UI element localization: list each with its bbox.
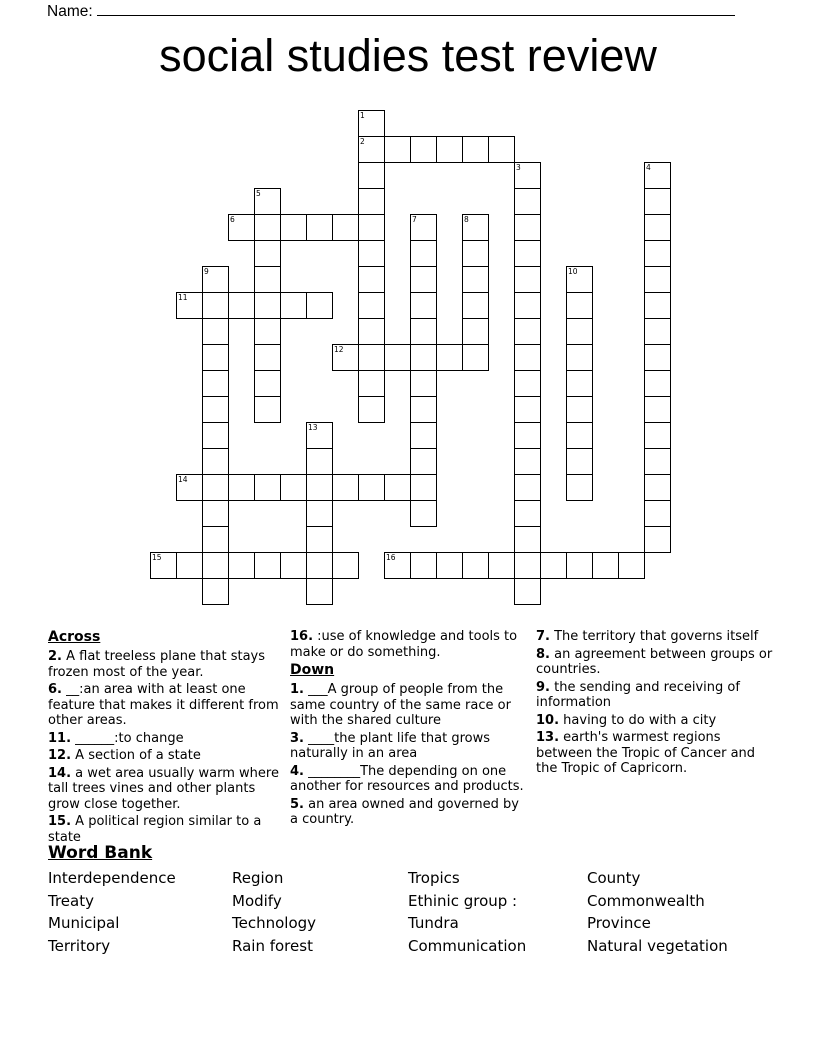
clue-item: 1. ___A group of people from the same country of the same race or with the shared culture <box>290 682 511 728</box>
clue-number: 11. <box>48 730 72 746</box>
cell-number: 2 <box>360 137 365 146</box>
crossword-cell[interactable] <box>306 526 333 553</box>
word-bank-item: Region <box>232 869 284 887</box>
crossword-cell[interactable] <box>566 318 593 345</box>
crossword-cell[interactable] <box>202 578 229 605</box>
name-label: Name: <box>47 3 93 20</box>
clue-item: 15. A political region similar to a state <box>48 814 262 845</box>
crossword-cell[interactable] <box>358 162 385 189</box>
crossword-cell[interactable] <box>384 552 411 579</box>
clue-number: 2. <box>48 649 62 664</box>
crossword-cell[interactable] <box>566 552 593 579</box>
crossword-cell[interactable] <box>358 370 385 397</box>
word-bank-item: Communication <box>408 936 527 955</box>
word-bank-item: Tropics <box>408 869 460 887</box>
crossword-cell[interactable] <box>462 318 489 345</box>
crossword-cell[interactable] <box>202 396 229 423</box>
crossword-cell[interactable] <box>514 422 541 449</box>
crossword-cell[interactable] <box>332 474 359 501</box>
crossword-cell[interactable] <box>592 552 619 579</box>
crossword-cell[interactable] <box>644 266 671 293</box>
crossword-cell[interactable] <box>358 318 385 345</box>
crossword-cell[interactable] <box>514 500 541 527</box>
clue-number: 13. <box>536 730 560 745</box>
crossword-cell[interactable] <box>202 318 229 345</box>
cell-number: 8 <box>464 215 469 224</box>
clue-section-header: Down <box>290 662 335 678</box>
crossword-cell[interactable] <box>462 266 489 293</box>
crossword-cell[interactable] <box>254 474 281 501</box>
crossword-cell[interactable] <box>514 344 541 371</box>
crossword-cell[interactable] <box>488 136 515 163</box>
crossword-cell[interactable] <box>644 240 671 267</box>
word-bank-item: Municipal <box>48 914 120 933</box>
crossword-cell[interactable] <box>644 162 671 189</box>
clue-item: 10. having to do with a city <box>536 712 717 728</box>
clue-section-header: Across <box>48 629 101 645</box>
crossword-cell[interactable] <box>462 552 489 579</box>
crossword-cell[interactable] <box>306 500 333 527</box>
crossword-cell[interactable] <box>332 552 359 579</box>
crossword-cell[interactable] <box>176 474 203 501</box>
clue-item: 5. an area owned and governed by a country. <box>290 796 519 827</box>
crossword-cell[interactable] <box>436 552 463 579</box>
crossword-cell[interactable] <box>202 526 229 553</box>
crossword-cell[interactable] <box>150 552 177 579</box>
crossword-cell[interactable] <box>514 552 541 579</box>
cell-number: 9 <box>204 267 209 276</box>
crossword-cell[interactable] <box>514 474 541 501</box>
crossword-cell[interactable] <box>410 318 437 345</box>
crossword-cell[interactable] <box>462 344 489 371</box>
crossword-cell[interactable] <box>644 474 671 501</box>
clue-column <box>290 629 526 847</box>
crossword-cell[interactable] <box>644 396 671 423</box>
crossword-cell[interactable] <box>410 474 437 501</box>
crossword-cell[interactable] <box>462 292 489 319</box>
crossword-cell[interactable] <box>202 552 229 579</box>
clue-item: 9. the sending and receiving of information <box>536 679 740 710</box>
crossword-cell[interactable] <box>254 370 281 397</box>
clue-number: 16. <box>290 629 314 644</box>
clue-item: 13. earth's warmest regions between the Tropic of Cancer and the Tropic of Capricorn. <box>536 730 756 776</box>
crossword-cell[interactable] <box>228 552 255 579</box>
crossword-cell[interactable] <box>410 292 437 319</box>
cell-number: 7 <box>412 215 417 224</box>
crossword-cell[interactable] <box>514 266 541 293</box>
name-blank-line[interactable] <box>97 1 735 16</box>
clue-number: 15. <box>48 814 72 829</box>
crossword-cell[interactable] <box>202 474 229 501</box>
crossword-cell[interactable] <box>462 214 489 241</box>
crossword-cell[interactable] <box>358 344 385 371</box>
clue-column <box>48 629 280 847</box>
crossword-cell[interactable] <box>644 214 671 241</box>
crossword-cell[interactable] <box>410 214 437 241</box>
crossword-cell[interactable] <box>410 344 437 371</box>
crossword-cell[interactable] <box>384 136 411 163</box>
crossword-cell[interactable] <box>306 448 333 475</box>
crossword-cell[interactable] <box>228 474 255 501</box>
clue-item: 16. :use of knowledge and tools to make or do something. <box>290 629 518 660</box>
crossword-cell[interactable] <box>410 396 437 423</box>
crossword-cell[interactable] <box>358 396 385 423</box>
clue-item: 11. ______:to change <box>48 730 184 746</box>
clue-number: 4. <box>290 763 304 779</box>
crossword-cell[interactable] <box>410 136 437 163</box>
clue-item: 6. __:an area with at least one feature that makes it different from other areas. <box>48 682 279 728</box>
word-bank-item: Ethinic group : <box>408 891 518 910</box>
cell-number: 14 <box>178 475 188 484</box>
crossword-cell[interactable] <box>254 292 281 319</box>
crossword-cell[interactable] <box>306 422 333 449</box>
crossword-cell[interactable] <box>358 188 385 215</box>
crossword-cell[interactable] <box>176 552 203 579</box>
crossword-cell[interactable] <box>358 214 385 241</box>
crossword-cell[interactable] <box>514 162 541 189</box>
word-bank-item: Modify <box>232 891 282 910</box>
crossword-cell[interactable] <box>358 240 385 267</box>
crossword-cell[interactable] <box>566 396 593 423</box>
crossword-cell[interactable] <box>462 136 489 163</box>
cell-number: 13 <box>308 423 318 432</box>
crossword-cell[interactable] <box>410 422 437 449</box>
crossword-cell[interactable] <box>202 292 229 319</box>
crossword-cell[interactable] <box>280 474 307 501</box>
name-row <box>47 1 747 21</box>
crossword-cell[interactable] <box>644 188 671 215</box>
crossword-cell[interactable] <box>202 266 229 293</box>
crossword-cell[interactable] <box>254 266 281 293</box>
cell-number: 11 <box>178 293 188 302</box>
word-bank-item: Treaty <box>48 891 94 910</box>
crossword-cell[interactable] <box>462 240 489 267</box>
word-bank-item: Interdependence <box>48 869 176 887</box>
crossword-cell[interactable] <box>332 214 359 241</box>
crossword-cell[interactable] <box>514 578 541 605</box>
clues-section <box>48 629 778 847</box>
crossword-cell[interactable] <box>280 292 307 319</box>
clue-number: 3. <box>290 730 304 746</box>
crossword-cell[interactable] <box>436 136 463 163</box>
crossword-cell[interactable] <box>644 292 671 319</box>
crossword-cell[interactable] <box>332 344 359 371</box>
crossword-cell[interactable] <box>254 344 281 371</box>
word-bank-item: County <box>587 869 641 887</box>
clue-item: 2. A flat treeless plane that stays frozen most of the year. <box>48 649 266 680</box>
crossword-cell[interactable] <box>202 344 229 371</box>
crossword-cell[interactable] <box>306 578 333 605</box>
clue-number: 5. <box>290 796 304 812</box>
clue-item: 14. a wet area usually warm where tall trees vines and other plants grow close together. <box>48 765 279 812</box>
clue-item: 12. A section of a state <box>48 748 201 763</box>
crossword-cell[interactable] <box>254 552 281 579</box>
crossword-cell[interactable] <box>202 422 229 449</box>
word-bank-item: Tundra <box>408 914 459 933</box>
crossword-cell[interactable] <box>384 474 411 501</box>
crossword-cell[interactable] <box>410 500 437 527</box>
clue-item: 7. The territory that governs itself <box>536 629 759 644</box>
crossword-cell[interactable] <box>306 474 333 501</box>
crossword-cell[interactable] <box>358 292 385 319</box>
clue-number: 6. <box>48 682 62 697</box>
word-bank-header: Word Bank <box>48 843 153 863</box>
cell-number: 16 <box>386 553 396 562</box>
crossword-cell[interactable] <box>410 240 437 267</box>
cell-number: 3 <box>516 163 521 172</box>
crossword-cell[interactable] <box>514 240 541 267</box>
crossword-cell[interactable] <box>618 552 645 579</box>
crossword-cell[interactable] <box>410 266 437 293</box>
cell-number: 12 <box>334 345 344 354</box>
crossword-cell[interactable] <box>644 448 671 475</box>
crossword-cell[interactable] <box>306 292 333 319</box>
crossword-cell[interactable] <box>644 370 671 397</box>
crossword-cell[interactable] <box>514 526 541 553</box>
crossword-cell[interactable] <box>254 240 281 267</box>
crossword-cell[interactable] <box>644 344 671 371</box>
crossword-cell[interactable] <box>514 370 541 397</box>
word-bank-item: Rain forest <box>232 936 313 955</box>
clue-number: 8. <box>536 646 550 662</box>
cell-number: 1 <box>360 111 365 120</box>
crossword-cell[interactable] <box>202 448 229 475</box>
crossword-cell[interactable] <box>514 448 541 475</box>
crossword-cell[interactable] <box>358 474 385 501</box>
cell-number: 4 <box>646 163 651 172</box>
crossword-cell[interactable] <box>228 292 255 319</box>
crossword-cell[interactable] <box>410 370 437 397</box>
crossword-cell[interactable] <box>644 422 671 449</box>
crossword-cell[interactable] <box>514 396 541 423</box>
crossword-cell[interactable] <box>202 500 229 527</box>
crossword-cell[interactable] <box>228 214 255 241</box>
crossword-cell[interactable] <box>254 396 281 423</box>
crossword-cell[interactable] <box>488 552 515 579</box>
cell-number: 10 <box>568 267 578 276</box>
crossword-cell[interactable] <box>644 318 671 345</box>
crossword-cell[interactable] <box>514 292 541 319</box>
crossword-cell[interactable] <box>644 526 671 553</box>
clue-item: 3. ____the plant life that grows naturally in an area <box>290 730 491 761</box>
crossword-cell[interactable] <box>436 344 463 371</box>
clue-column <box>536 629 776 847</box>
crossword-cell[interactable] <box>514 188 541 215</box>
crossword-cell[interactable] <box>306 214 333 241</box>
word-bank-item: Commonwealth <box>587 891 705 910</box>
cell-number: 6 <box>230 215 235 224</box>
crossword-cell[interactable] <box>410 448 437 475</box>
crossword-cell[interactable] <box>566 422 593 449</box>
clue-item: 8. an agreement between groups or countries. <box>536 646 773 677</box>
crossword-cell[interactable] <box>514 318 541 345</box>
crossword-cell[interactable] <box>280 552 307 579</box>
clue-number: 7. <box>536 629 550 644</box>
crossword-cell[interactable] <box>540 552 567 579</box>
clue-number: 1. <box>290 682 304 697</box>
cell-number: 15 <box>152 553 162 562</box>
word-bank-list <box>48 869 780 959</box>
crossword-cell[interactable] <box>384 344 411 371</box>
crossword-cell[interactable] <box>176 292 203 319</box>
crossword-cell[interactable] <box>306 552 333 579</box>
crossword-cell[interactable] <box>254 318 281 345</box>
crossword-cell[interactable] <box>566 344 593 371</box>
clue-item: 4. ________The depending on one another for resources and products. <box>290 763 524 794</box>
crossword-cell[interactable] <box>358 266 385 293</box>
cell-number: 5 <box>256 189 261 198</box>
crossword-cell[interactable] <box>514 214 541 241</box>
clue-number: 9. <box>536 679 550 695</box>
crossword-cell[interactable] <box>644 500 671 527</box>
crossword-cell[interactable] <box>358 136 385 163</box>
crossword-cell[interactable] <box>280 214 307 241</box>
word-bank-item: Technology <box>232 914 317 933</box>
word-bank-item: Province <box>587 914 651 933</box>
clue-number: 10. <box>536 712 560 728</box>
crossword-cell[interactable] <box>566 292 593 319</box>
crossword-cell[interactable] <box>566 448 593 475</box>
crossword-cell[interactable] <box>202 370 229 397</box>
crossword-cell[interactable] <box>254 188 281 215</box>
crossword-cell[interactable] <box>358 110 385 137</box>
crossword-cell[interactable] <box>566 474 593 501</box>
crossword-cell[interactable] <box>566 370 593 397</box>
word-bank-item: Territory <box>48 936 111 955</box>
clue-number: 14. <box>48 765 72 781</box>
page-title: social studies test review <box>159 30 657 81</box>
clue-number: 12. <box>48 748 72 763</box>
word-bank-item: Natural vegetation <box>587 936 728 955</box>
crossword-cell[interactable] <box>410 552 437 579</box>
crossword-cell[interactable] <box>566 266 593 293</box>
crossword-grid <box>150 110 672 606</box>
crossword-cell[interactable] <box>254 214 281 241</box>
